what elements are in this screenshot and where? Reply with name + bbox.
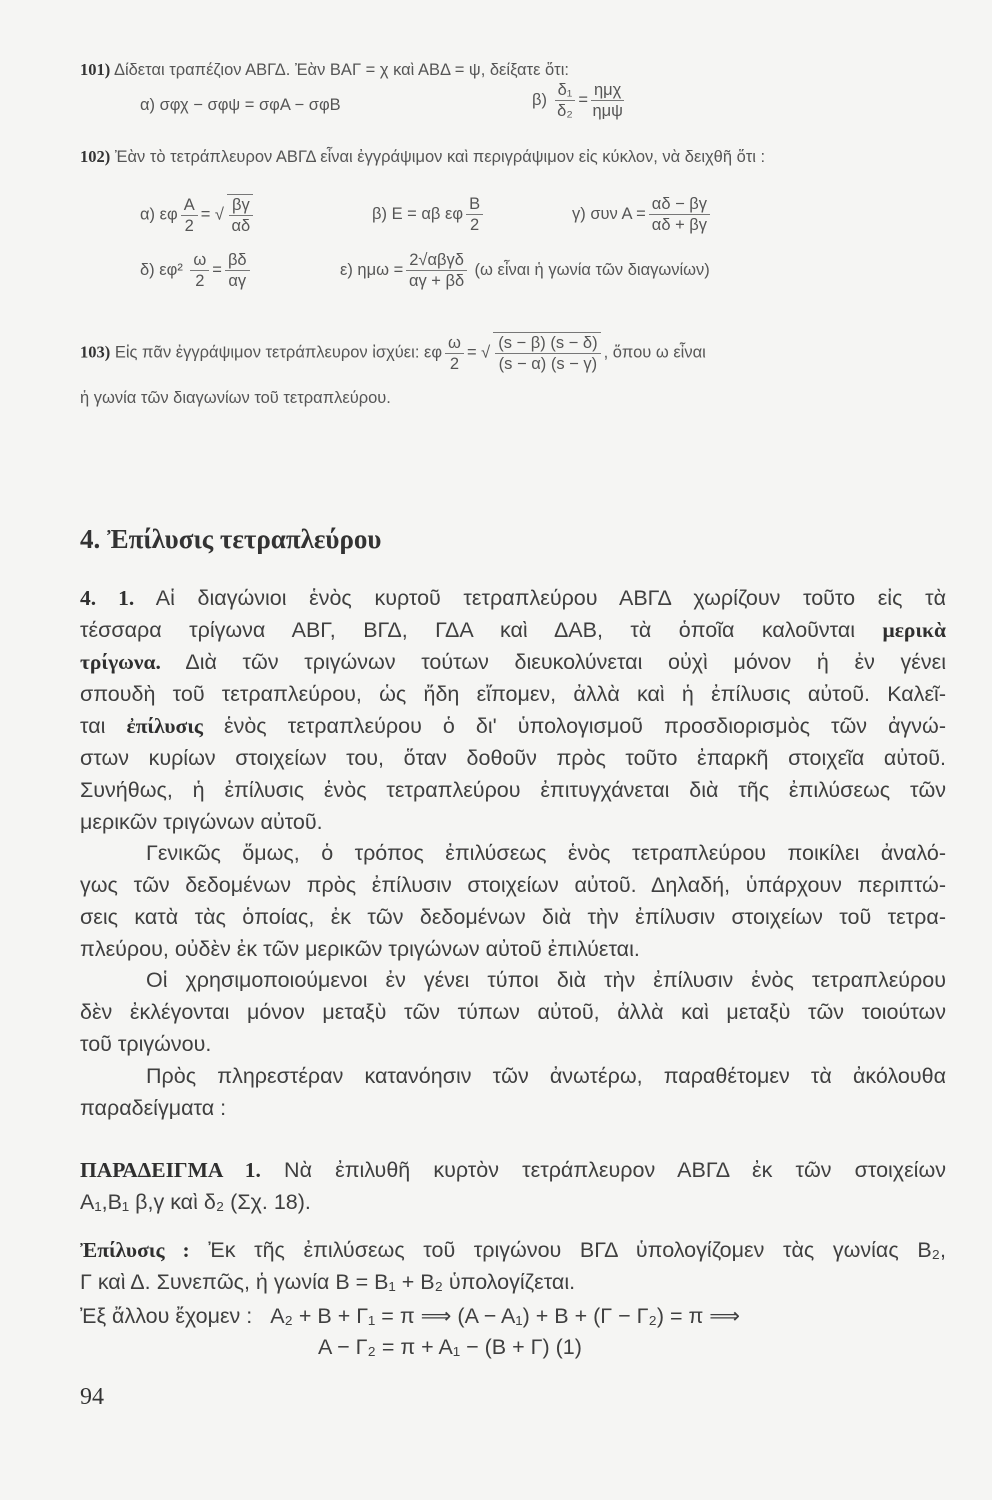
numerator: ω: [445, 333, 464, 354]
paragraph-line: Α₁,Β₁ β,γ καὶ δ₂ (Σχ. 18).: [80, 1190, 311, 1214]
denominator: 2: [195, 272, 205, 290]
paragraph-line: σπουδὴ τοῦ τετραπλεύρου, ὡς ἤδη εἴπομεν, ἀλλὰ καὶ ἡ ἐπίλυσις αὐτοῦ. Καλεῖ-: [80, 682, 946, 706]
paragraph-line: Συνήθως, ἡ ἐπίλυσις ἑνὸς τετραπλεύρου ἐπιτυγχάνεται διὰ τῆς ἐπιλύσεως τῶν: [80, 778, 946, 802]
fraction: [225, 250, 250, 291]
text: Νὰ ἐπιλυθῆ κυρτὸν τετράπλευρον ΑΒΓΔ ἐκ τῶν στοιχείων: [284, 1158, 946, 1182]
exercise-101: [80, 59, 569, 81]
fraction: [591, 80, 624, 121]
fraction: [406, 250, 467, 291]
paragraph-line: στων κυρίων στοιχείων του, ὅταν δοθοῦν πρὸς τοῦτο ἐπαρκῆ στοιχεῖα αὐτοῦ.: [80, 746, 946, 770]
paragraph-line: παραδείγματα :: [80, 1096, 227, 1120]
paragraph-line: σεις κατὰ τὰς ὁποίας, ἐκ τῶν δεδομένων διὰ τὴν ἐπίλυσιν στοιχείων τοῦ τετρα-: [80, 905, 946, 929]
numerator: 2√αβγδ: [406, 250, 467, 271]
numerator: βδ: [225, 250, 250, 271]
label: α) εφ: [140, 205, 178, 224]
numerator: δ₁: [555, 80, 576, 101]
exercise-number: 101): [80, 60, 111, 79]
exercise-102-c: [572, 194, 713, 235]
paragraph-line: δὲν ἐκλέγονται μόνον μεταξὺ τῶν τύπων αὐτοῦ, ἀλλὰ καὶ μεταξὺ τῶν τοιούτων: [80, 1000, 946, 1024]
exercise-number: 103): [80, 342, 111, 362]
numerator: ω: [190, 250, 209, 271]
numerator: (s − β) (s − δ): [495, 333, 600, 354]
denominator: ημψ: [592, 102, 623, 120]
exercise-102-b: [372, 194, 486, 235]
exercise-102-d: [140, 250, 253, 291]
section-number: 4. 1.: [80, 586, 135, 610]
solution-line: [80, 1236, 946, 1264]
paragraph-line: γως τῶν δεδομένων πρὸς ἐπίλυσιν στοιχείων αὐτοῦ. Δηλαδή, ὑπάρχουν περιπτώ-: [80, 873, 946, 897]
exercise-102: [80, 146, 765, 168]
exercise-103-line2: ἡ γωνία τῶν διαγωνίων τοῦ τετραπλεύρου.: [80, 389, 391, 407]
paragraph-line: μερικῶν τριγώνων αὐτοῦ.: [80, 810, 323, 834]
page-number: 94: [80, 1384, 104, 1410]
text: Ἐκ τῆς ἐπιλύσεως τοῦ τριγώνου ΒΓΔ ὑπολογίζομεν τὰς γωνίας Β₂,: [208, 1238, 946, 1262]
exercise-101-a: α) σφχ − σφψ = σφΑ − σφΒ: [140, 96, 341, 114]
text: Αἱ διαγώνιοι ἑνὸς κυρτοῦ τετραπλεύρου ΑΒΓΔ χωρίζουν τοῦτο εἰς τὰ: [155, 586, 946, 610]
denominator: δ₂: [557, 102, 573, 120]
fraction: [227, 194, 253, 236]
text: τέσσαρα τρίγωνα ΑΒΓ, ΒΓΔ, ΓΔΑ καὶ ΔΑΒ, τὰ ὁποῖα καλοῦνται: [80, 618, 856, 642]
paragraph-line: Πρὸς πληρεστέραν κατανόησιν τῶν ἀνωτέρω, παραθέτομεν τὰ ἀκόλουθα: [146, 1064, 946, 1088]
bold-term: ἐπίλυσις: [126, 714, 203, 738]
paragraph-line: τοῦ τριγώνου.: [80, 1032, 212, 1056]
note: (ω εἶναι ἡ γωνία τῶν διαγωνίων): [474, 260, 710, 279]
denominator: αδ + βγ: [651, 216, 708, 234]
text: Διὰ τῶν τριγώνων τούτων διευκολύνεται οὐχὶ μόνον ἡ ἐν γένει: [185, 650, 946, 674]
denominator: αγ + βδ: [408, 272, 465, 290]
paragraph-line: πλεύρου, οὐδὲν ἐκ τῶν μερικῶν τριγώνων αὐτοῦ ἐπιλύεται.: [80, 937, 640, 961]
text: Ἐξ ἄλλου ἔχομεν :: [80, 1304, 253, 1328]
equals: =: [212, 260, 222, 279]
example-label: ΠΑΡΑΔΕΙΓΜΑ 1.: [80, 1158, 261, 1182]
fraction: [493, 332, 600, 374]
equals: =: [578, 90, 588, 109]
exercise-101-b: [532, 80, 627, 121]
exercise-text: Ἐὰν τὸ τετράπλευρον ΑΒΓΔ εἶναι ἐγγράψιμον καὶ περιγράψιμον εἰς κύκλον, νὰ δειχθῆ ὅτι :: [114, 148, 766, 166]
fraction: [555, 80, 576, 121]
paragraph-line: Οἱ χρησιμοποιούμενοι ἐν γένει τύποι διὰ τὴν ἐπίλυσιν ἑνὸς τετραπλεύρου: [146, 968, 946, 992]
equation-line: Α − Γ₂ = π + Α₁ − (Β + Γ) (1): [318, 1335, 582, 1359]
exercise-text-tail: , ὅπου ω εἶναι: [603, 343, 706, 362]
numerator: βγ: [229, 195, 253, 216]
text: ἑνὸς τετραπλεύρου ὁ δι' ὑπολογισμοῦ προσδιορισμὸς τῶν ἀγνώ-: [224, 714, 946, 738]
numerator: ημχ: [591, 80, 624, 101]
paragraph-line: [80, 584, 946, 612]
label: ε) ημω =: [340, 260, 404, 279]
paragraph-line: Γ καὶ Δ. Συνεπῶς, ἡ γωνία Β = Β₁ + Β₂ ὑπολογίζεται.: [80, 1270, 576, 1294]
paragraph-line: Γενικῶς ὅμως, ὁ τρόπος ἐπιλύσεως ἑνὸς τετραπλεύρου ποικίλει ἀναλό-: [146, 841, 946, 865]
denominator: 2: [184, 216, 194, 235]
exercise-102-a: [140, 194, 256, 236]
bold-term: μερικὰ: [882, 618, 946, 642]
exercise-text: Δίδεται τραπέζιον ΑΒΓΔ. Ἐὰν ΒΑΓ = χ καὶ ΑΒΔ = ψ, δείξατε ὅτι:: [113, 61, 569, 79]
exercise-103: [80, 332, 706, 374]
denominator: αγ: [228, 272, 247, 290]
label: δ) εφ²: [140, 260, 188, 279]
example-title-line: [80, 1156, 946, 1184]
bold-term: τρίγωνα.: [80, 650, 161, 674]
denominator: 2: [449, 354, 460, 373]
label: γ) συν Α =: [572, 204, 646, 223]
denominator: 2: [469, 216, 480, 234]
fraction: [445, 333, 464, 374]
equals-sqrt: = √: [466, 343, 491, 362]
paragraph-line: [80, 712, 946, 740]
exercise-102-e: [340, 250, 710, 291]
solution-label: Ἐπίλυσις :: [80, 1238, 190, 1262]
fraction: [181, 195, 198, 236]
denominator: (s − α) (s − γ): [498, 355, 598, 373]
label: β): [532, 90, 547, 109]
paragraph-line: [80, 616, 946, 644]
fraction: [466, 194, 483, 235]
label: β) Ε = αβ εφ: [372, 204, 464, 223]
text: ται: [80, 714, 106, 738]
paragraph-line: [80, 648, 946, 676]
exercise-text: Εἰς πᾶν ἐγγράψιμον τετράπλευρον ἰσχύει: εφ: [114, 343, 443, 362]
exercise-number: 102): [80, 147, 111, 166]
numerator: Α: [181, 195, 198, 216]
numerator: αδ − βγ: [649, 194, 710, 215]
fraction: [649, 194, 710, 235]
equation: Α₂ + Β + Γ₁ = π ⟹ (Α − Α₁) + Β + (Γ − Γ₂) = π ⟹: [270, 1304, 741, 1328]
equals-sqrt: = √: [200, 205, 224, 224]
denominator: αδ: [231, 217, 251, 235]
fraction: [190, 250, 209, 291]
equation-line: [80, 1302, 946, 1330]
numerator: Β: [466, 194, 483, 215]
section-heading: 4. Ἐπίλυσις τετραπλεύρου: [80, 524, 382, 554]
